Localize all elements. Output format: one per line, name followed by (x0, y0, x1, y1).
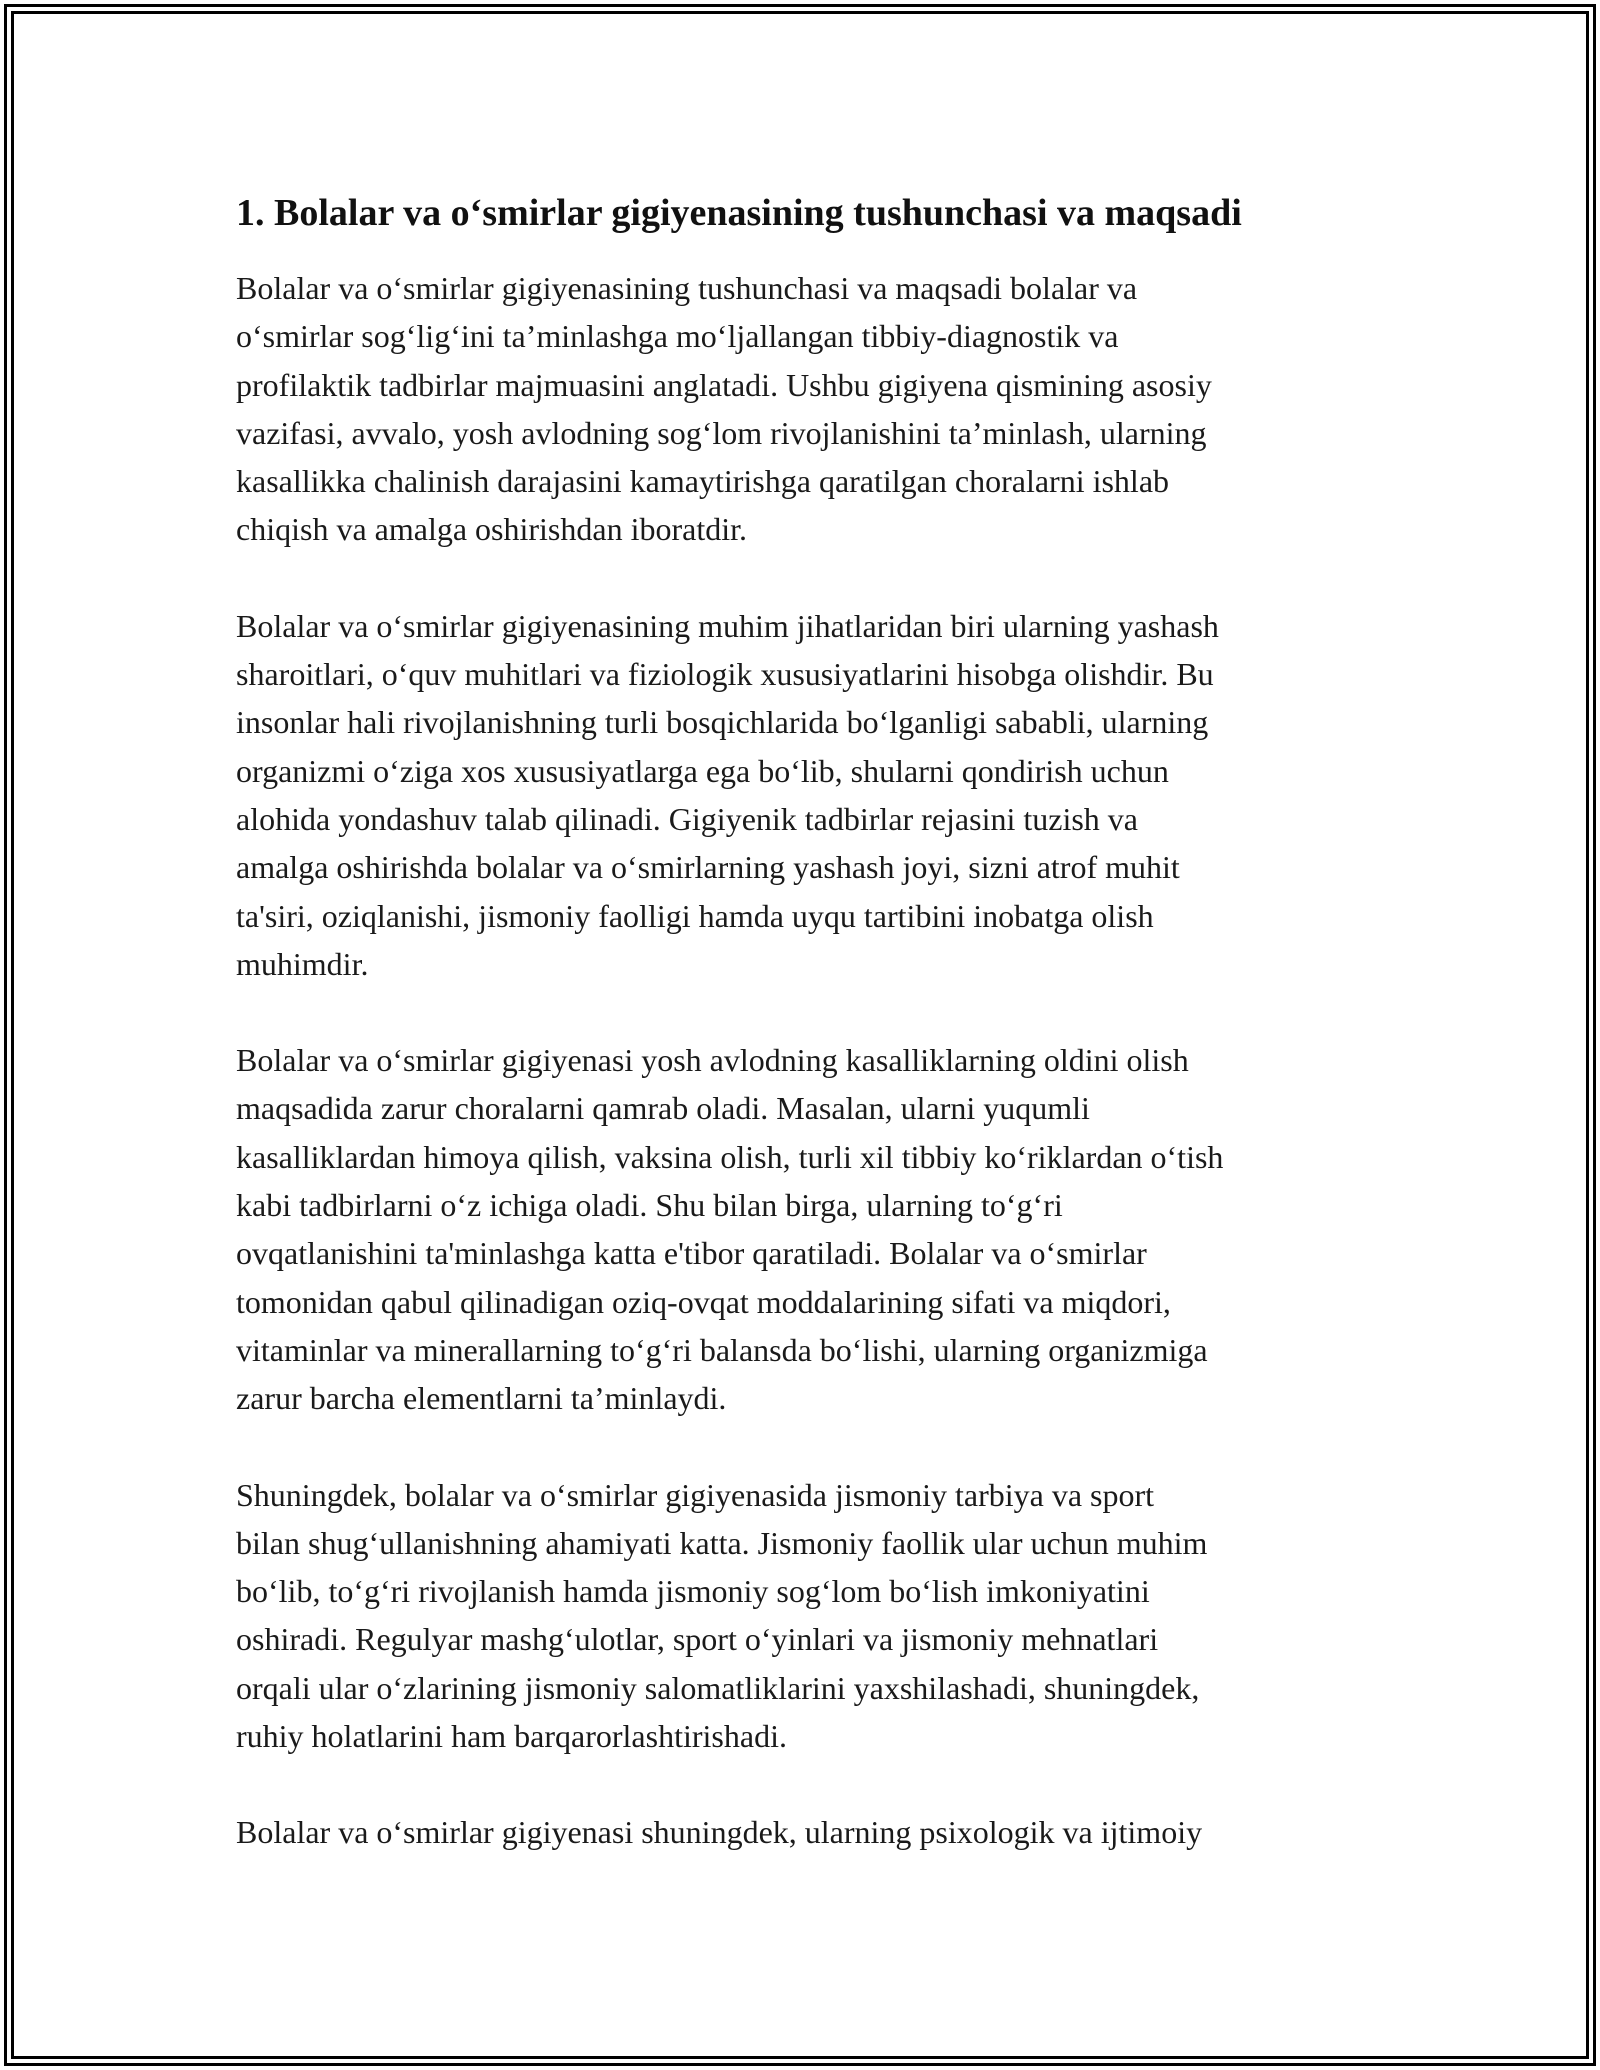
paragraph-line: profilaktik tadbirlar majmuasini anglatadi. Ushbu gigiyena qismining asosiy (236, 366, 1212, 403)
paragraph-line: Bolalar va o‘smirlar gigiyenasining muhim jihatlaridan biri ularning yashash (236, 607, 1219, 644)
paragraph-line: bo‘lib, to‘g‘ri rivojlanish hamda jismoniy sog‘lom bo‘lish imkoniyatini (236, 1573, 1150, 1610)
paragraph-line: Bolalar va o‘smirlar gigiyenasi shuningdek, ularning psixologik va ijtimoiy (236, 1814, 1203, 1851)
paragraph-1 (236, 264, 1386, 554)
paragraph-line: muhimdir. (236, 945, 369, 982)
paragraph-line: maqsadida zarur choralarni qamrab oladi. Masalan, ularni yuqumli (236, 1090, 1090, 1127)
paragraph-line: oshiradi. Regulyar mashg‘ulotlar, sport o‘yinlari va jismoniy mehnatlari (236, 1621, 1159, 1658)
paragraph-3 (236, 1036, 1386, 1422)
paragraph-line: o‘smirlar sog‘lig‘ini ta’minlashga mo‘ljallangan tibbiy-diagnostik va (236, 318, 1119, 355)
paragraph-line: amalga oshirishda bolalar va o‘smirlarning yashash joyi, sizni atrof muhit (236, 849, 1180, 886)
section-heading: 1. Bolalar va o‘smirlar gigiyenasining tushunchasi va maqsadi (236, 192, 1242, 234)
paragraph-line: tomonidan qabul qilinadigan oziq-ovqat moddalarining sifati va miqdori, (236, 1283, 1171, 1320)
paragraph-line: chiqish va amalga oshirishdan iboratdir. (236, 511, 747, 548)
paragraph-line: kasalliklardan himoya qilish, vaksina olish, turli xil tibbiy ko‘riklardan o‘tish (236, 1138, 1224, 1175)
paragraph-line: Bolalar va o‘smirlar gigiyenasi yosh avlodning kasalliklarning oldini olish (236, 1042, 1189, 1079)
paragraph-line: orqali ular o‘zlarining jismoniy salomatliklarini yaxshilashadi, shuningdek, (236, 1669, 1200, 1706)
paragraph-line: bilan shug‘ullanishning ahamiyati katta. Jismoniy faollik ular uchun muhim (236, 1524, 1208, 1561)
paragraph-line: sharoitlari, o‘quv muhitlari va fiziologik xususiyatlarini hisobga olishdir. Bu (236, 656, 1214, 693)
paragraph-line: kasallikka chalinish darajasini kamaytirishga qaratilgan choralarni ishlab (236, 463, 1170, 500)
paragraph-line: ta'siri, oziqlanishi, jismoniy faolligi hamda uyqu tartibini inobatga olish (236, 897, 1154, 934)
paragraph-line: alohida yondashuv talab qilinadi. Gigiyenik tadbirlar rejasini tuzish va (236, 800, 1138, 837)
paragraph-line: vitaminlar va minerallarning to‘g‘ri balansda bo‘lishi, ularning organizmiga (236, 1331, 1208, 1368)
paragraph-line: ovqatlanishini ta'minlashga katta e'tibor qaratiladi. Bolalar va o‘smirlar (236, 1235, 1147, 1272)
paragraph-line: ruhiy holatlarini ham barqarorlashtirishadi. (236, 1718, 787, 1755)
paragraph-4 (236, 1471, 1386, 1761)
paragraph-2 (236, 602, 1386, 988)
paragraph-line: organizmi o‘ziga xos xususiyatlarga ega bo‘lib, shularni qondirish uchun (236, 752, 1169, 789)
paragraph-5 (236, 1808, 1386, 1856)
paragraph-line: zarur barcha elementlarni ta’minlaydi. (236, 1380, 727, 1417)
paragraph-line: Bolalar va o‘smirlar gigiyenasining tushunchasi va maqsadi bolalar va (236, 270, 1138, 306)
paragraph-line: insonlar hali rivojlanishning turli bosqichlarida bo‘lganligi sababli, ularning (236, 704, 1209, 741)
paragraph-line: Shuningdek, bolalar va o‘smirlar gigiyenasida jismoniy tarbiya va sport (236, 1476, 1155, 1513)
paragraph-line: kabi tadbirlarni o‘z ichiga oladi. Shu bilan birga, ularning to‘g‘ri (236, 1187, 1063, 1224)
document-body (236, 188, 1386, 1905)
paragraph-line: vazifasi, avvalo, yosh avlodning sog‘lom rivojlanishini ta’minlash, ularning (236, 414, 1207, 451)
